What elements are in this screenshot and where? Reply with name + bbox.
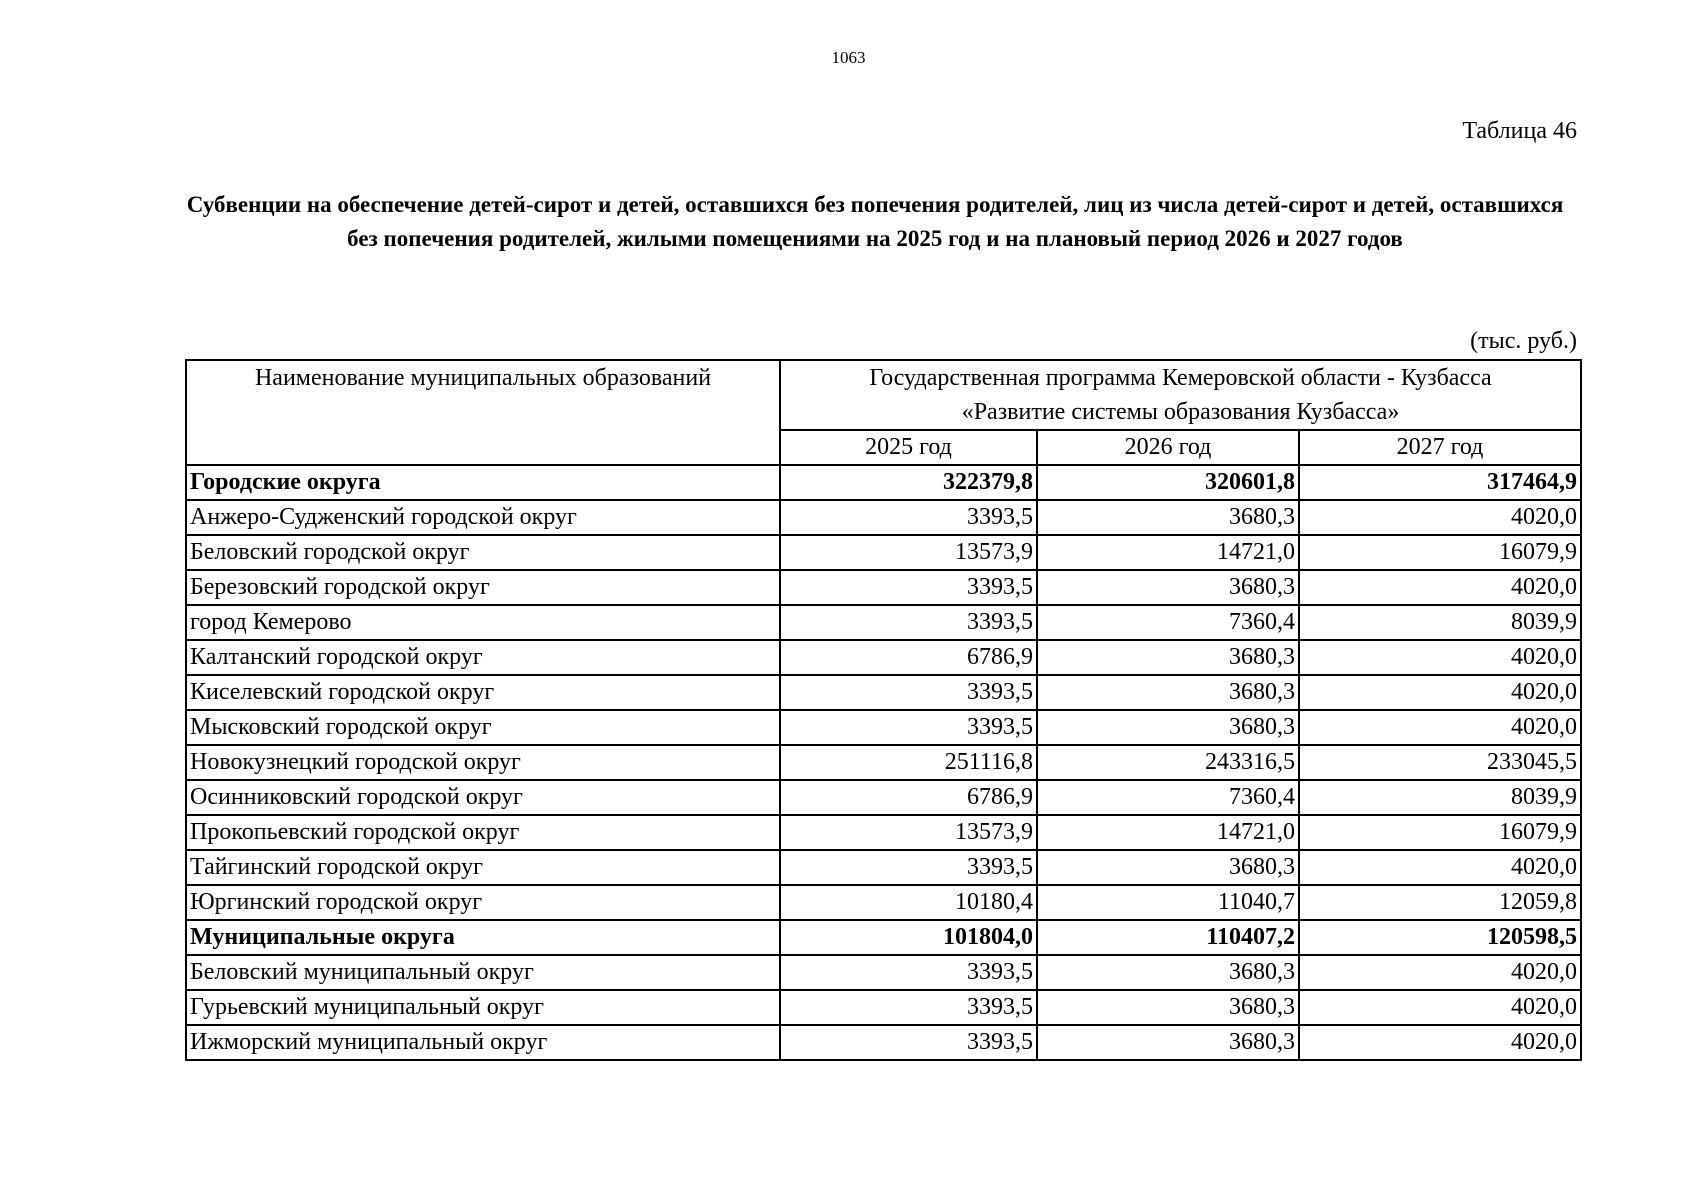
row-value-2025: 13573,9 [780, 815, 1037, 850]
table-row [186, 745, 1581, 780]
table-row [186, 1025, 1581, 1060]
row-value-2025: 10180,4 [780, 885, 1037, 920]
row-value-2025: 3393,5 [780, 955, 1037, 990]
table-row [186, 710, 1581, 745]
table-group-row [186, 920, 1581, 955]
row-value-2026: 14721,0 [1037, 535, 1299, 570]
row-value-2026: 3680,3 [1037, 1025, 1299, 1060]
row-value-2027: 16079,9 [1299, 535, 1581, 570]
row-value-2027: 317464,9 [1299, 465, 1581, 500]
row-value-2027: 233045,5 [1299, 745, 1581, 780]
row-value-2026: 320601,8 [1037, 465, 1299, 500]
row-name-cell: Осинниковский городской округ [186, 780, 780, 815]
row-value-2025: 3393,5 [780, 1025, 1037, 1060]
document-title: Субвенции на обеспечение детей-сирот и детей, оставшихся без попечения родителей, лиц из числа детей-сирот и детей, оставшихся без попечения родителей, жилыми помещениями на 2025 год и на плановый период 2026 и 2027 годов [186, 192, 1564, 251]
row-value-2025: 3393,5 [780, 850, 1037, 885]
row-name-cell: Юргинский городской округ [186, 885, 780, 920]
table-row [186, 780, 1581, 815]
table-row [186, 570, 1581, 605]
row-value-2026: 3680,3 [1037, 850, 1299, 885]
row-value-2026: 11040,7 [1037, 885, 1299, 920]
row-value-2027: 4020,0 [1299, 640, 1581, 675]
program-line-1: Государственная программа Кемеровской области - Кузбасса [869, 365, 1492, 391]
row-value-2027: 120598,5 [1299, 920, 1581, 955]
subventions-table [185, 359, 1582, 1061]
row-value-2026: 3680,3 [1037, 500, 1299, 535]
table-row [186, 815, 1581, 850]
row-name-cell: Березовский городской округ [186, 570, 780, 605]
row-value-2026: 3680,3 [1037, 675, 1299, 710]
table-body [186, 465, 1581, 1060]
table-row [186, 885, 1581, 920]
page-number: 1063 [831, 48, 866, 67]
row-value-2026: 7360,4 [1037, 780, 1299, 815]
column-header-2026: 2026 год [1037, 430, 1299, 465]
table-group-row [186, 465, 1581, 500]
program-line-2: «Развитие системы образования Кузбасса» [961, 399, 1400, 425]
row-name-cell: Ижморский муниципальный округ [186, 1025, 780, 1060]
row-name-cell: Беловский муниципальный округ [186, 955, 780, 990]
row-value-2026: 14721,0 [1037, 815, 1299, 850]
row-name-cell: Тайгинский городской округ [186, 850, 780, 885]
row-value-2027: 4020,0 [1299, 675, 1581, 710]
table-row [186, 850, 1581, 885]
table-row [186, 605, 1581, 640]
row-value-2026: 110407,2 [1037, 920, 1299, 955]
row-name-cell: Новокузнецкий городской округ [186, 745, 780, 780]
table-row [186, 955, 1581, 990]
table-row [186, 675, 1581, 710]
row-value-2027: 12059,8 [1299, 885, 1581, 920]
row-value-2026: 3680,3 [1037, 640, 1299, 675]
row-value-2025: 3393,5 [780, 500, 1037, 535]
row-name-cell: Гурьевский муниципальный округ [186, 990, 780, 1025]
column-header-program [780, 360, 1581, 430]
row-value-2025: 13573,9 [780, 535, 1037, 570]
row-name-cell: Городские округа [186, 465, 780, 500]
row-value-2027: 8039,9 [1299, 605, 1581, 640]
row-name-cell: город Кемерово [186, 605, 780, 640]
row-value-2025: 3393,5 [780, 675, 1037, 710]
row-name-cell: Калтанский городской округ [186, 640, 780, 675]
row-value-2025: 3393,5 [780, 605, 1037, 640]
row-name-cell: Киселевский городской округ [186, 675, 780, 710]
table-row [186, 640, 1581, 675]
row-value-2025: 251116,8 [780, 745, 1037, 780]
row-value-2027: 8039,9 [1299, 780, 1581, 815]
units-label: (тыс. руб.) [1470, 328, 1577, 354]
row-value-2026: 3680,3 [1037, 990, 1299, 1025]
row-value-2027: 4020,0 [1299, 850, 1581, 885]
row-value-2027: 4020,0 [1299, 710, 1581, 745]
table-label: Таблица 46 [1462, 118, 1577, 144]
column-header-2027: 2027 год [1299, 430, 1581, 465]
table-row [186, 990, 1581, 1025]
row-name-cell: Муниципальные округа [186, 920, 780, 955]
column-header-name: Наименование муниципальных образований [186, 360, 780, 465]
row-value-2027: 4020,0 [1299, 955, 1581, 990]
row-value-2025: 3393,5 [780, 710, 1037, 745]
row-value-2027: 4020,0 [1299, 570, 1581, 605]
row-value-2025: 6786,9 [780, 640, 1037, 675]
row-name-cell: Мысковский городской округ [186, 710, 780, 745]
row-value-2026: 243316,5 [1037, 745, 1299, 780]
row-value-2026: 3680,3 [1037, 955, 1299, 990]
row-name-cell: Анжеро-Судженский городской округ [186, 500, 780, 535]
row-value-2026: 3680,3 [1037, 570, 1299, 605]
row-value-2025: 6786,9 [780, 780, 1037, 815]
column-header-2025: 2025 год [780, 430, 1037, 465]
row-value-2025: 322379,8 [780, 465, 1037, 500]
row-value-2027: 4020,0 [1299, 1025, 1581, 1060]
row-value-2027: 4020,0 [1299, 500, 1581, 535]
row-name-cell: Прокопьевский городской округ [186, 815, 780, 850]
table-row [186, 500, 1581, 535]
row-value-2025: 3393,5 [780, 570, 1037, 605]
header-row-program [186, 360, 1581, 430]
row-name-cell: Беловский городской округ [186, 535, 780, 570]
row-value-2026: 3680,3 [1037, 710, 1299, 745]
row-value-2027: 16079,9 [1299, 815, 1581, 850]
row-value-2025: 3393,5 [780, 990, 1037, 1025]
row-value-2025: 101804,0 [780, 920, 1037, 955]
table-row [186, 535, 1581, 570]
row-value-2027: 4020,0 [1299, 990, 1581, 1025]
row-value-2026: 7360,4 [1037, 605, 1299, 640]
